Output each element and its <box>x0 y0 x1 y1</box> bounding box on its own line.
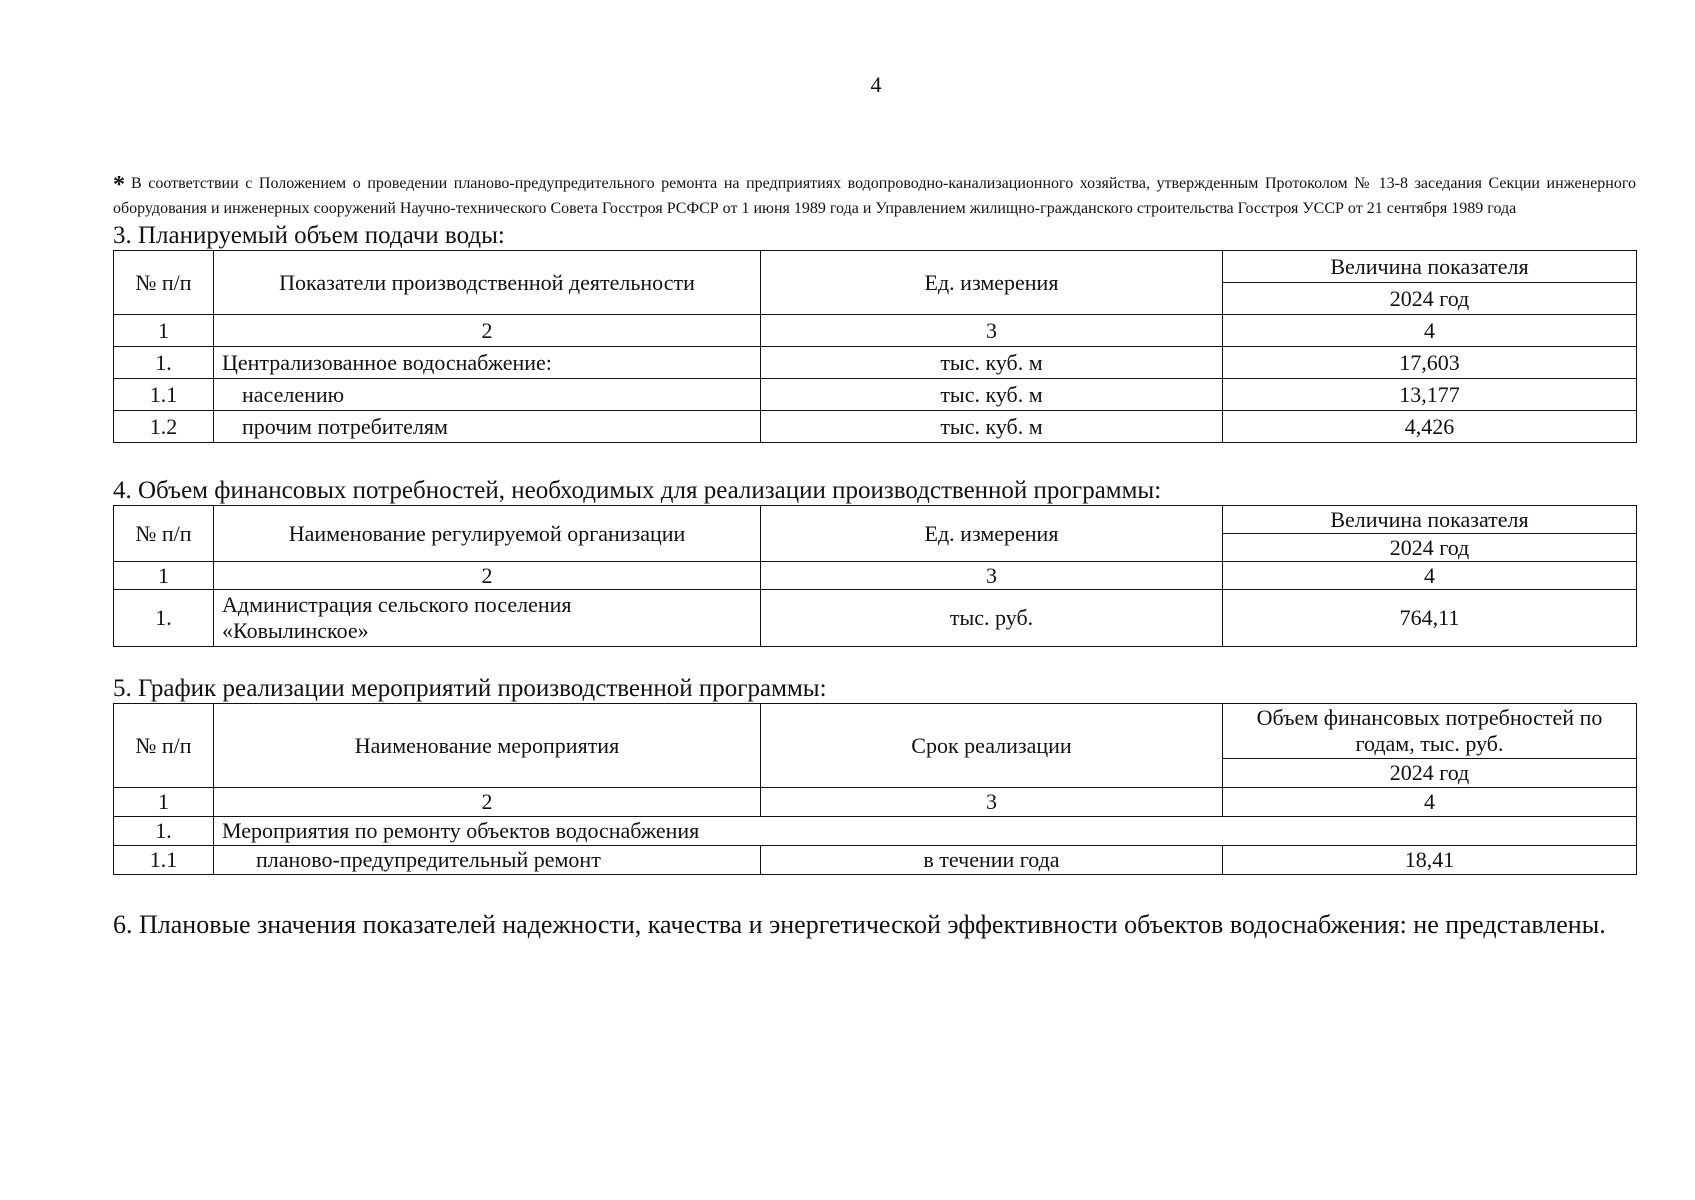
col-number: 4 <box>1223 562 1637 590</box>
header-year: 2024 год <box>1223 283 1637 315</box>
page-number: 4 <box>870 72 882 97</box>
col-number: 3 <box>761 562 1223 590</box>
row-name <box>214 590 761 647</box>
table-row <box>114 846 1637 875</box>
header-year: 2024 год <box>1223 759 1637 788</box>
group-name: Мероприятия по ремонту объектов водоснабжения <box>214 817 1637 846</box>
row-num: 1. <box>114 347 214 379</box>
header-value-line: годам, тыс. руб. <box>1355 731 1504 756</box>
row-term: в течении года <box>761 846 1223 875</box>
header-num: № п/п <box>114 704 214 788</box>
col-number: 4 <box>1223 315 1637 347</box>
row-value: 18,41 <box>1223 846 1637 875</box>
row-num: 1.1 <box>114 379 214 411</box>
col-number: 3 <box>761 788 1223 817</box>
row-value: 17,603 <box>1223 347 1637 379</box>
row-unit: тыс. руб. <box>761 590 1223 647</box>
header-term: Срок реализации <box>761 704 1223 788</box>
column-number-row <box>114 562 1637 590</box>
row-name-line: «Ковылинское» <box>222 618 369 643</box>
col-number: 1 <box>114 315 214 347</box>
row-num: 1. <box>114 817 214 846</box>
row-name: Централизованное водоснабжение: <box>214 347 761 379</box>
row-unit: тыс. куб. м <box>761 411 1223 443</box>
row-value: 13,177 <box>1223 379 1637 411</box>
header-value: Величина показателя <box>1223 251 1637 283</box>
header-year: 2024 год <box>1223 534 1637 562</box>
schedule-table <box>113 703 1637 875</box>
section-5-title: 5. График реализации мероприятий производственной программы: <box>113 675 827 702</box>
header-num: № п/п <box>114 251 214 315</box>
row-unit: тыс. куб. м <box>761 347 1223 379</box>
footnote-text: В соответствии с Положением о проведении планово-предупредительного ремонта на предприятиях водопроводно-канализационного хозяйства, утвержденным Протоколом № 13-8 заседания Секции инженерного оборудования и инженерных сооружений Научно-технического Совета Госстроя РСФСР от 1 июня 1989 года и Управлением жилищно-гражданского строительства Госстроя УССР от 21 сентября 1989 года <box>113 175 1636 217</box>
header-unit: Ед. измерения <box>761 506 1223 562</box>
table-row <box>114 379 1637 411</box>
row-value: 4,426 <box>1223 411 1637 443</box>
row-name: прочим потребителям <box>214 411 761 443</box>
header-value <box>1223 704 1637 759</box>
footnote <box>113 172 1636 220</box>
header-unit: Ед. измерения <box>761 251 1223 315</box>
header-value: Величина показателя <box>1223 506 1637 534</box>
footnote-marker: * <box>113 172 125 198</box>
col-number: 3 <box>761 315 1223 347</box>
table-row <box>114 411 1637 443</box>
column-number-row <box>114 788 1637 817</box>
col-number: 4 <box>1223 788 1637 817</box>
col-number: 2 <box>214 788 761 817</box>
section-6-text: 6. Плановые значения показателей надежности, качества и энергетической эффективности объектов водоснабжения: не представлены. <box>113 910 1606 939</box>
section-3-title: 3. Планируемый объем подачи воды: <box>113 222 505 249</box>
table-row <box>114 347 1637 379</box>
group-row <box>114 817 1637 846</box>
row-num: 1. <box>114 590 214 647</box>
water-supply-table <box>113 250 1637 443</box>
col-number: 2 <box>214 315 761 347</box>
header-num: № п/п <box>114 506 214 562</box>
row-num: 1.2 <box>114 411 214 443</box>
column-number-row <box>114 315 1637 347</box>
header-indicator: Показатели производственной деятельности <box>214 251 761 315</box>
table-row <box>114 590 1637 647</box>
col-number: 2 <box>214 562 761 590</box>
row-num: 1.1 <box>114 846 214 875</box>
col-number: 1 <box>114 562 214 590</box>
col-number: 1 <box>114 788 214 817</box>
document-body <box>113 172 1636 942</box>
header-value-line: Объем финансовых потребностей по <box>1256 705 1603 730</box>
row-name: планово-предупредительный ремонт <box>214 846 761 875</box>
row-unit: тыс. куб. м <box>761 379 1223 411</box>
header-organization: Наименование регулируемой организации <box>214 506 761 562</box>
financial-needs-table <box>113 505 1637 647</box>
section-4-title: 4. Объем финансовых потребностей, необходимых для реализации производственной программы: <box>113 477 1162 504</box>
header-measure: Наименование мероприятия <box>214 704 761 788</box>
row-value: 764,11 <box>1223 590 1637 647</box>
row-name: населению <box>214 379 761 411</box>
row-name-line: Администрация сельского поселения <box>222 592 572 617</box>
